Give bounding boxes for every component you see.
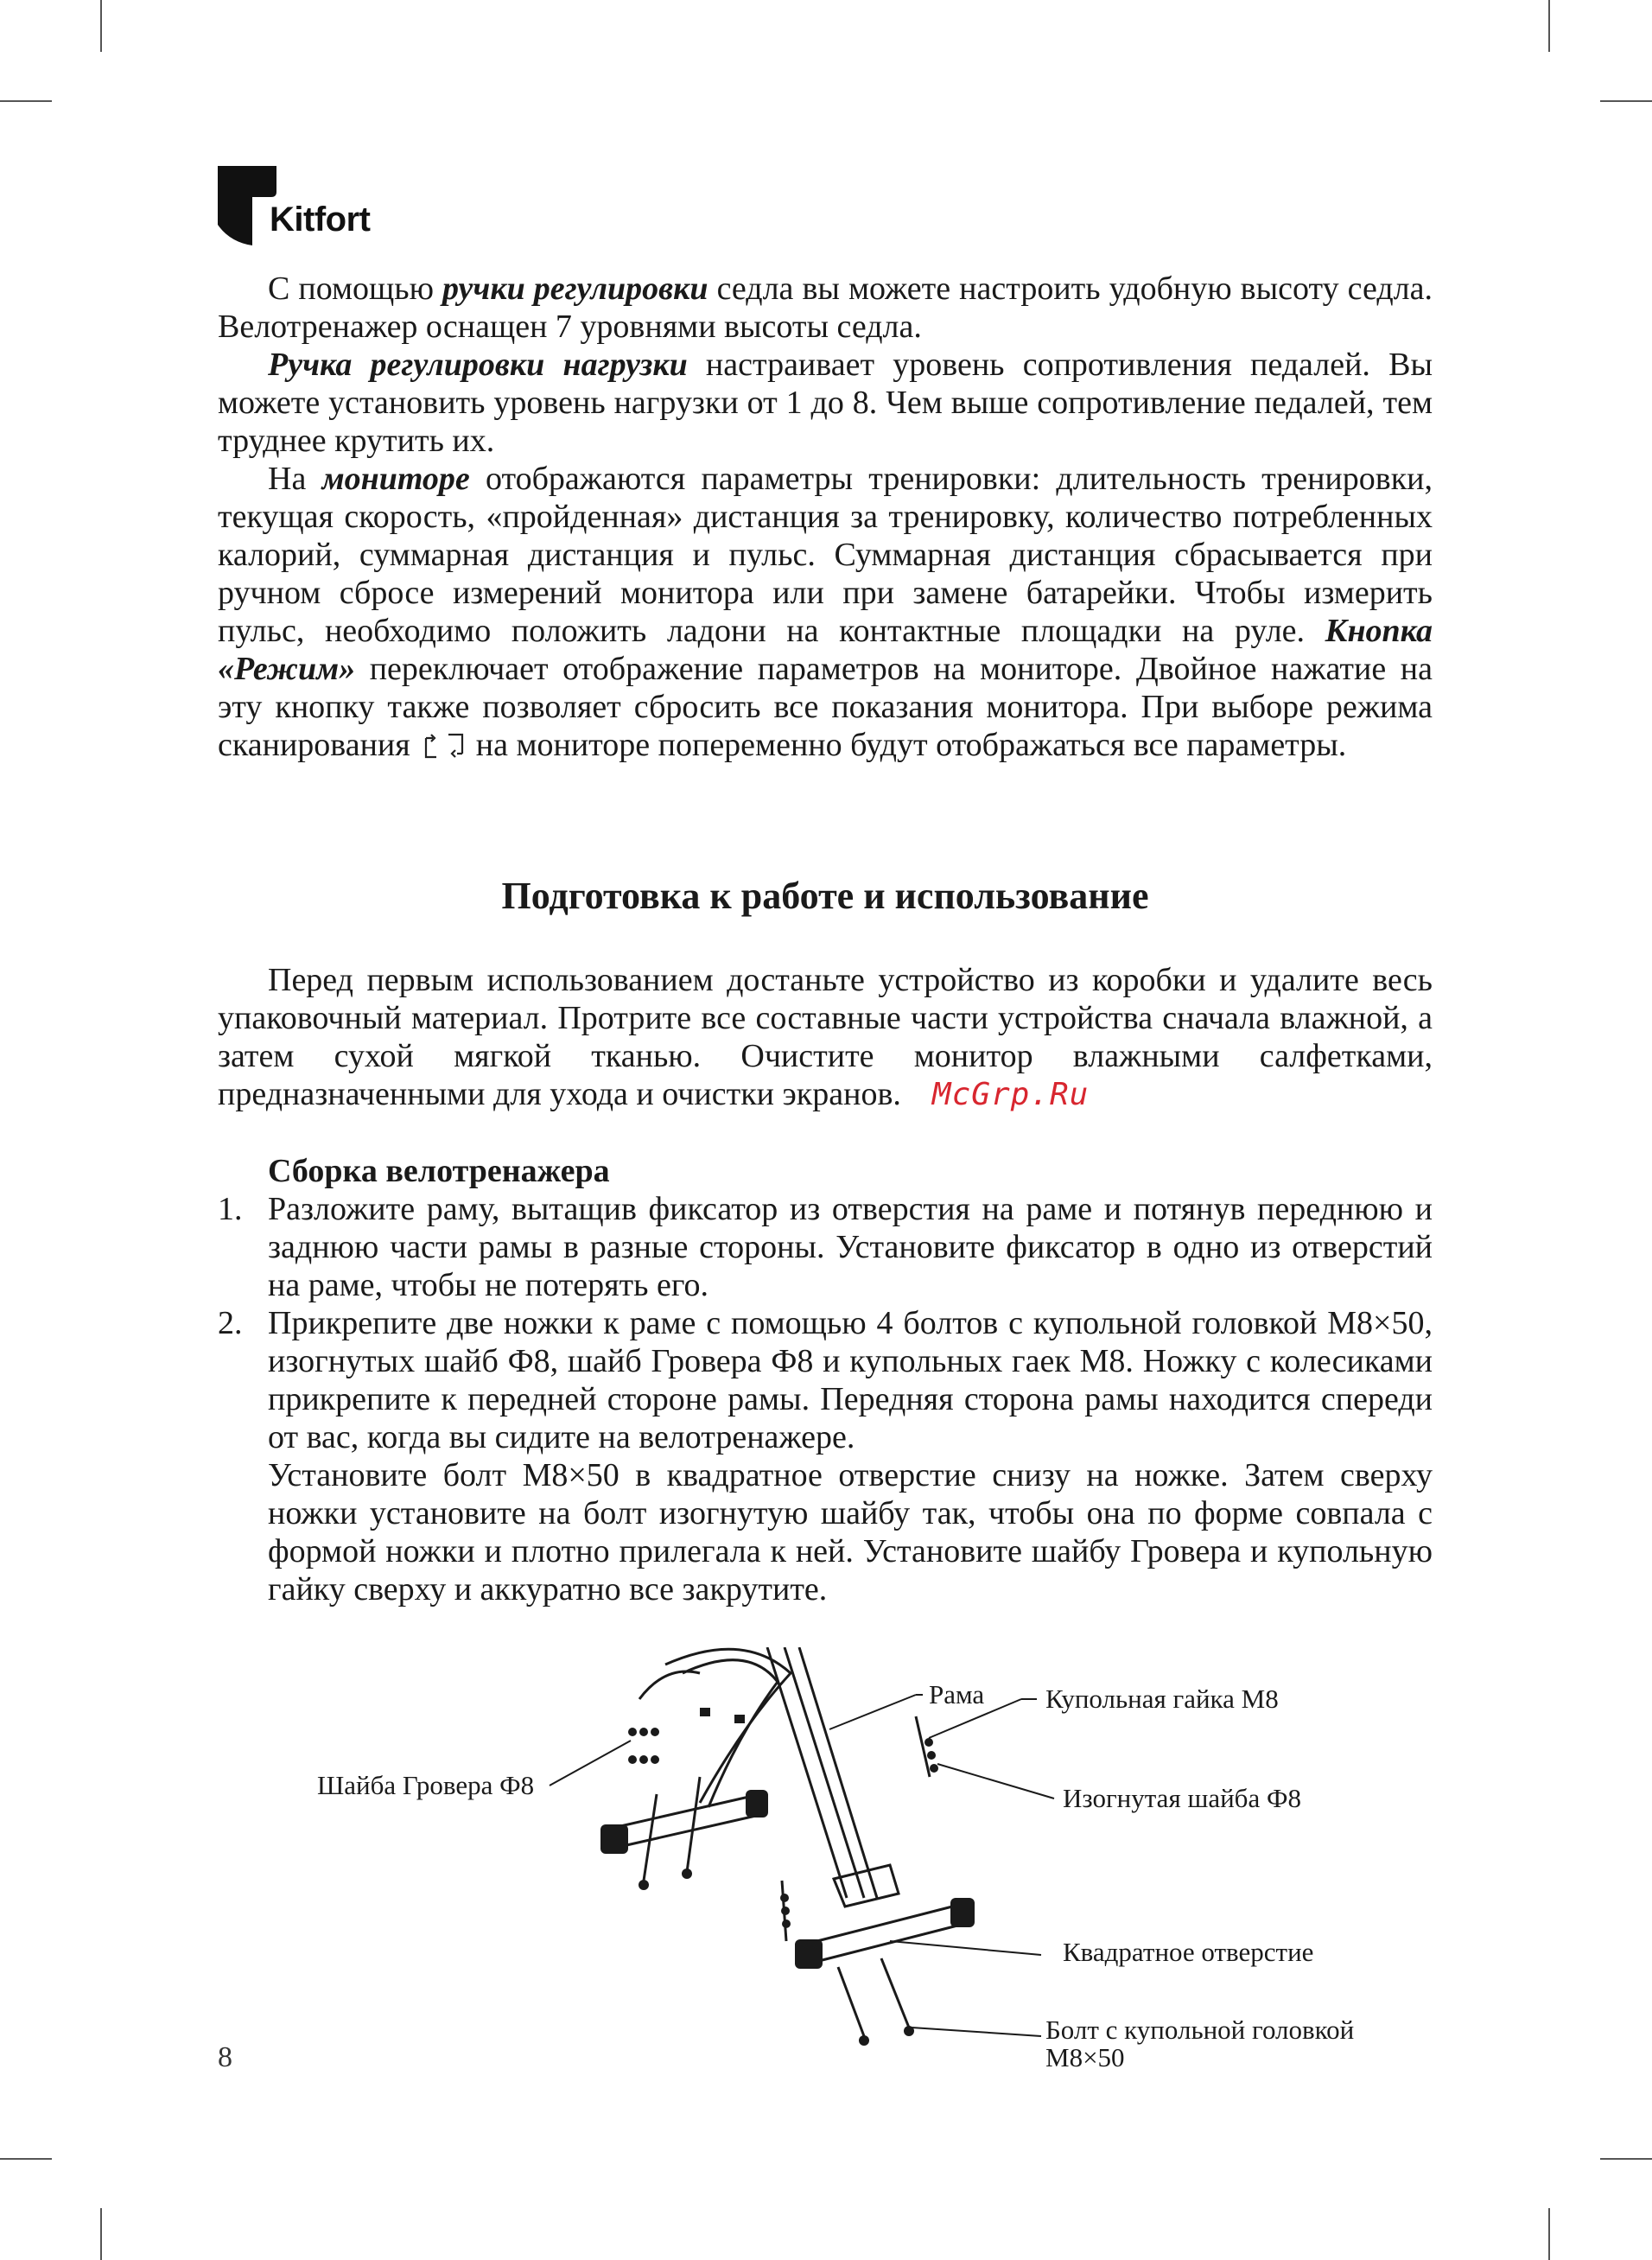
label-dome-nut: Купольная гайка М8 [1045,1684,1279,1714]
step-text: Прикрепите две ножки к раме с помощью 4 болтов с купольной головкой М8×50, изогнутых шайб Ф8, шайб Гровера Ф8 и купольных гаек М8. Ножку с колесиками прикрепите к передней стороне рамы. Передняя сторона рамы находится спереди от вас, когда вы сидите на велотренажере. [268,1305,1433,1455]
paragraph-monitor [218,460,1433,764]
step-2-continuation: Установите болт М8×50 в квадратное отверстие снизу на ножке. Затем сверху ножки установите на болт изогнутую шайбу так, чтобы она по форме совпала с формой ножки и плотно прилегала к ней. Установите шайбу Гровера и купольную гайку сверху и аккуратно все закрутите. [268,1457,1433,1607]
term-monitor: мониторе [321,461,470,497]
text: Перед первым использованием достаньте устройство из коробки и удалите весь упаковочный материал. Протрите все составные части устройства сначала влажной, а затем сухой мягкой тканью. Очистите монитор влажными салфетками, предназначенными для ухода и очистки экранов. [218,962,1433,1112]
label-bolt-line2: М8×50 [1045,2042,1125,2072]
step-text: Разложите раму, вытащив фиксатор из отверстия на раме и потянув переднюю и заднюю части рамы в разные стороны. Установите фиксатор в одно из отверстий на раме, чтобы не потерять его. [268,1191,1433,1303]
term-load-knob: Ручка регулировки нагрузки [268,347,688,383]
paragraph-saddle [218,270,1433,346]
text: На [268,461,322,497]
brand-logo [218,166,391,252]
crop-mark [100,0,102,52]
term-saddle-knob: ручки регулировки [442,271,708,307]
crop-mark [1548,2208,1550,2260]
brand-name: Kitfort [270,201,371,239]
list-item [218,1304,1433,1456]
crop-mark [100,2208,102,2260]
text: настраивает уровень сопротивления педалей. Вы можете установить уровень нагрузки от 1 до 8. Чем выше сопротивление педалей, тем труднее крутить их. [218,347,1433,459]
assembly-subheading: Сборка велотренажера [268,1153,610,1189]
crop-mark [1600,100,1652,102]
page-body [218,270,1433,1608]
text: переключает отображение параметров на мониторе. Двойное нажатие на эту кнопку также позволяет сбросить все показания монитора. При выборе режима сканирования [218,651,1433,763]
step-number: 1. [218,1191,243,1227]
label-frame: Рама [929,1679,985,1709]
text: С помощью [268,271,443,307]
crop-mark [0,2158,52,2160]
term-mode-button: Кнопка «Режим» [218,613,1433,687]
paragraph-intro [218,961,1433,1114]
watermark: McGrp.Ru [931,1077,1090,1112]
crop-mark [1548,0,1550,52]
list-item [218,1190,1433,1304]
label-spring-washer: Шайба Гровера Ф8 [317,1770,535,1800]
text: седла вы можете настроить удобную высоту седла. Велотренажер оснащен 7 уровнями высоты седла. [218,271,1433,345]
label-curved-washer: Изогнутая шайба Ф8 [1063,1783,1301,1813]
assembly-steps [218,1190,1433,1456]
crop-mark [1600,2158,1652,2160]
page-number: 8 [218,2041,232,2073]
label-bolt-line1: Болт с купольной головкой [1045,2015,1355,2045]
step-number: 2. [218,1305,243,1341]
scan-mode-icon [423,731,467,761]
text: отображаются параметры тренировки: длительность тренировки, текущая скорость, «пройденная» дистанция за тренировку, количество потребленных калорий, суммарная дистанция и пульс. Суммарная дистанция сбрасывается при ручном сбросе измерений монитора или при замене батарейки. Чтобы измерить пульс, необходимо положить ладони на контактные площадки на руле. [218,461,1433,649]
assembly-diagram [294,1647,1382,2079]
section-heading: Подготовка к работе и использование [501,875,1149,917]
paragraph-load [218,346,1433,460]
crop-mark [0,100,52,102]
text: на мониторе попеременно будут отображаться все параметры. [475,727,1347,763]
label-square-hole: Квадратное отверстие [1063,1937,1314,1967]
